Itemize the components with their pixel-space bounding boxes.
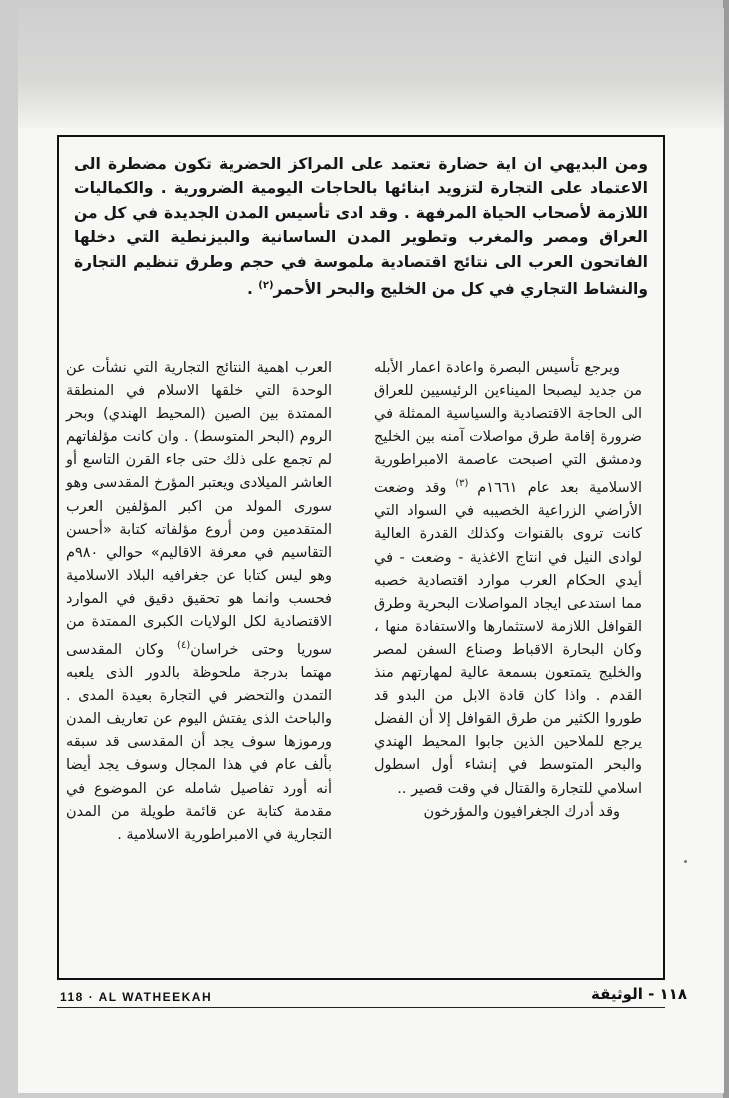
left-column xyxy=(66,357,332,847)
right-column-last-line: وقد أدرك الجغرافيون والمؤرخون xyxy=(423,803,620,820)
left-footnote: (٤) xyxy=(177,640,191,652)
footer-page-number-en: 118 · AL WATHEEKAH xyxy=(60,990,213,1004)
scan-speck xyxy=(684,860,687,863)
right-text-a: ويرجع تأسيس البصرة واعادة اعمار الأبله من جديد ليصبحا الميناءين الرئيسيين للعراق الى الحاجة الاقتصادية والسياسية الممثلة في ضرورة إقامة طرق مواصلات آمنه بين الخليج ودمشق التي اصبحت عاصمة الامبراطورية الاسلامية بعد عام ١٦٦١م xyxy=(374,360,642,497)
right-column-paragraph xyxy=(374,357,642,801)
intro-end: . xyxy=(246,280,259,299)
intro-text: ومن البديهي ان اية حضارة تعتمد على المراكز الحضرية تكون مضطرة الى الاعتماد على التجارة لتزويد ابنائها بالحاجات اليومية الضرورية . والكماليات اللازمة لأصحاب الحياة المرفهة . وقد ادى تأسيس المدن الجديدة في كل من العراق ومصر والمغرب وتطوير المدن الساسانية والبيزنطية التي دخلها الفاتحون العرب الى نتائج اقتصادية ملموسة في حجم وطرق تنظيم التجارة والنشاط التجاري في كل من الخليج والبحر الأحمر xyxy=(74,155,648,299)
intro-paragraph xyxy=(74,152,648,302)
left-column-paragraph xyxy=(66,357,332,847)
left-text-b: وكان المقدسى مهتما بدرجة ملحوظة بالدور الذى يلعبه التمدن والتحضر في التجارة بعيدة المدى . والباحث الذى يفتش اليوم عن تعاريف المدن ورموزها سوف يجد أن المقدسى قد سبقه بألف عام في هذا المجال وسوف يجد أيضا أنه أورد تفاصيل شامله عن الموضوع في مقدمة كتابة عن قائمة طويلة من المدن التجارية في الامبراطورية الاسلامية . xyxy=(66,641,332,843)
right-footnote: (٣) xyxy=(446,478,478,490)
right-text-b: وقد وضعت الأراضي الزراعية الخصيبه في السواد التي كانت تروى بالقنوات وكذلك القدرة العالية لوادى النيل في انتاج الاغذية - وضعت - في أيدي الحكام العرب موارد اقتصادية خصبه مما استدعى ايجاد المواصلات البحرية وطرق القوافل اللازمة لاستثمارها والاستفادة منها ، وكان البحارة الاقباط وصناع السفن لمصر والخليج يتمتعون بسمعة عالية لمهارتهم منذ القدم . واذا كان قادة الابل من البدو قد طوروا الكثير من طرق القوافل إلا أن الفضل يرجع للملاحين الذين جابوا المحيط الهندي والبحر المتوسط في إنشاء أول اسطول اسلامي للتجارة والقتال في وقت قصير .. xyxy=(374,480,642,797)
intro-footnote: (٢) xyxy=(258,280,274,292)
right-column xyxy=(374,357,642,824)
footer-page-number-ar: ١١٨ - الوثيقة xyxy=(591,985,687,1003)
left-text-a: العرب اهمية النتائج التجارية التي نشأت عن الوحدة التي خلقها الاسلام في المنطقة الممتدة بين الصين (المحيط الهندي) وبحر الروم (البحر المتوسط) . وان كانت مؤلفاتهم لم تجمع على ذلك حتى جاء القرن التاسع أو العاشر الميلادى ويعتبر المؤرخ المقدسى وهو سورى المولد من اكبر المؤلفين العرب المتقدمين ومن أروع مؤلفاته كتابة «أحسن التقاسيم في معرفة الاقاليم» حوالي ٩٨٠م وهو ليس كتابا عن جغرافيه البلاد الاسلامية فحسب وانما هو تحقيق دقيق في الموارد الاقتصادية لكل الولايات الكبرى الممتدة من سوريا وحتى خراسان xyxy=(66,360,332,658)
page-top-shade xyxy=(18,8,724,128)
footer-rule xyxy=(57,1007,665,1008)
